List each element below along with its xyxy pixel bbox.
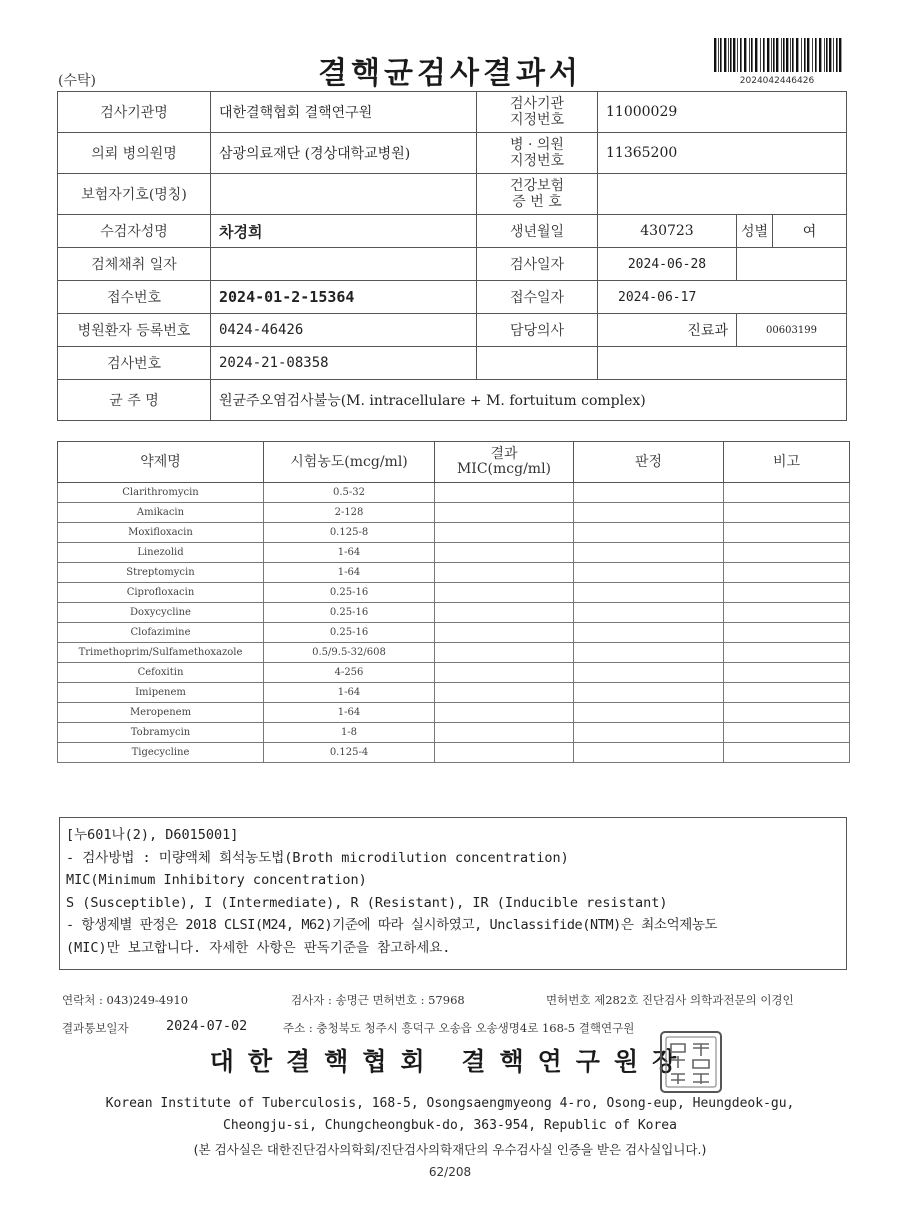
interpretation-cell — [574, 703, 724, 723]
consignment-label: (수탁) — [58, 73, 96, 89]
department-value: 00603199 — [737, 314, 847, 347]
test-range-cell: 0.5/9.5-32/608 — [264, 643, 435, 663]
interpretation-cell — [574, 563, 724, 583]
requesting-hospital-label: 의뢰 병의원명 — [58, 133, 211, 174]
test-range-cell: 0.125-4 — [264, 743, 435, 763]
remark-cell — [724, 543, 850, 563]
drug-name-cell: Amikacin — [58, 503, 264, 523]
interpretation-cell — [574, 663, 724, 683]
drug-row — [58, 483, 850, 503]
receipt-number-value: 2024-01-2-15364 — [211, 281, 477, 314]
strain-name-label: 균 주 명 — [58, 380, 211, 421]
sex-label: 성별 — [737, 215, 773, 248]
drug-row — [58, 603, 850, 623]
drug-name-cell: Trimethoprim/Sulfamethoxazole — [58, 643, 264, 663]
drug-name-cell: Clofazimine — [58, 623, 264, 643]
drug-name-cell: Linezolid — [58, 543, 264, 563]
notes-line: MIC(Minimum Inhibitory concentration) — [66, 872, 367, 888]
barcode-number: 2024042446426 — [739, 76, 815, 86]
notes-line: - 항생제별 판정은 2018 CLSI(M24, M62)기준에 따라 실시하였고, Unclassifide(NTM)은 최소억제농도 — [66, 917, 718, 933]
drug-row — [58, 643, 850, 663]
test-range-cell: 0.25-16 — [264, 623, 435, 643]
header-interpretation: 판정 — [574, 442, 724, 483]
receipt-date-label: 접수일자 — [477, 281, 598, 314]
birth-date-label: 생년월일 — [477, 215, 598, 248]
agency-id-value: 11000029 — [598, 92, 847, 133]
header-result-mic: 결과 MIC(mcg/ml) — [435, 442, 574, 483]
notes-line: - 검사방법 : 미량액체 희석농도법(Broth microdilution concentration) — [66, 849, 569, 866]
drug-row — [58, 583, 850, 603]
interpretation-cell — [574, 683, 724, 703]
drug-row — [58, 623, 850, 643]
drug-name-cell: Streptomycin — [58, 563, 264, 583]
barcode-image — [712, 38, 842, 78]
drug-row — [58, 703, 850, 723]
test-range-cell: 0.125-8 — [264, 523, 435, 543]
test-range-cell: 1-64 — [264, 563, 435, 583]
page-number: 62/208 — [428, 1165, 472, 1179]
test-range-cell: 0.5-32 — [264, 483, 435, 503]
patient-name-label: 수검자성명 — [58, 215, 211, 248]
mic-result-cell — [435, 563, 574, 583]
drug-name-cell: Tobramycin — [58, 723, 264, 743]
mic-result-cell — [435, 723, 574, 743]
mic-result-cell — [435, 703, 574, 723]
mic-result-cell — [435, 663, 574, 683]
remark-cell — [724, 683, 850, 703]
collection-date-label: 검체채취 일자 — [58, 248, 211, 281]
mic-result-cell — [435, 503, 574, 523]
insurer-label: 보험자기호(명칭) — [58, 174, 211, 215]
contact-info: 연락처 : 043)249-4910 — [62, 993, 189, 1007]
interpretation-cell — [574, 743, 724, 763]
mic-result-cell — [435, 603, 574, 623]
strain-name-value: 원균주오염검사불능(M. intracellulare + M. fortuitum complex) — [211, 380, 847, 421]
mic-result-cell — [435, 543, 574, 563]
method-notes-box — [59, 817, 847, 970]
notes-line: [누601나(2), D6015001] — [66, 827, 239, 843]
drug-name-cell: Tigecycline — [58, 743, 264, 763]
test-range-cell: 0.25-16 — [264, 603, 435, 623]
official-seal-image — [659, 1030, 723, 1094]
drug-row — [58, 683, 850, 703]
department-label: 진료과 — [687, 323, 728, 339]
drug-row — [58, 523, 850, 543]
drug-name-cell: Meropenem — [58, 703, 264, 723]
interpretation-cell — [574, 483, 724, 503]
interpretation-cell — [574, 643, 724, 663]
agency-value: 대한결핵협회 결핵연구원 — [211, 92, 477, 133]
blank-cell — [737, 248, 847, 281]
interpretation-cell — [574, 523, 724, 543]
interpretation-cell — [574, 583, 724, 603]
interpretation-cell — [574, 603, 724, 623]
hospital-id-label: 병 · 의원 지정번호 — [477, 133, 598, 174]
hospital-id-value: 11365200 — [598, 133, 847, 174]
remark-cell — [724, 523, 850, 543]
remark-cell — [724, 623, 850, 643]
test-range-cell: 1-64 — [264, 703, 435, 723]
drug-name-cell: Imipenem — [58, 683, 264, 703]
test-range-cell: 2-128 — [264, 503, 435, 523]
drug-name-cell: Doxycycline — [58, 603, 264, 623]
health-insurance-value — [598, 174, 847, 215]
notes-line: S (Susceptible), I (Intermediate), R (Resistant), IR (Inducible resistant) — [66, 894, 668, 911]
drug-row — [58, 723, 850, 743]
sex-value: 여 — [773, 215, 847, 248]
header-test-concentration: 시험농도(mcg/ml) — [264, 442, 435, 483]
interpretation-cell — [574, 723, 724, 743]
mic-result-cell — [435, 623, 574, 643]
drug-row — [58, 563, 850, 583]
address-english-line-1: Korean Institute of Tuberculosis, 168-5, Osongsaengmyeong 4-ro, Osong-eup, Heungdeok-gu, — [105, 1096, 795, 1111]
birth-date-value: 430723 — [598, 215, 737, 248]
document-title: 결핵균검사결과서 — [318, 56, 582, 91]
agency-label: 검사기관명 — [58, 92, 211, 133]
test-range-cell: 0.25-16 — [264, 583, 435, 603]
examiner-info: 검사자 : 송명근 면허번호 : 57968 — [291, 993, 465, 1007]
certification-note: (본 검사실은 대한진단검사의학회/진단검사의학재단의 우수검사실 인증을 받은 검사실입니다.) — [193, 1142, 707, 1157]
remark-cell — [724, 603, 850, 623]
header-remarks: 비고 — [724, 442, 850, 483]
license-info: 면허번호 제282호 진단검사 의학과전문의 이경인 — [546, 993, 794, 1007]
remark-cell — [724, 563, 850, 583]
remark-cell — [724, 743, 850, 763]
receipt-date-value: 2024-06-17 — [598, 281, 847, 314]
interpretation-cell — [574, 623, 724, 643]
test-range-cell: 1-8 — [264, 723, 435, 743]
mic-result-cell — [435, 743, 574, 763]
interpretation-cell — [574, 543, 724, 563]
test-date-label: 검사일자 — [477, 248, 598, 281]
test-range-cell: 4-256 — [264, 663, 435, 683]
blank-cell — [477, 347, 598, 380]
remark-cell — [724, 483, 850, 503]
remark-cell — [724, 723, 850, 743]
insurer-value — [211, 174, 477, 215]
mic-result-cell — [435, 583, 574, 603]
registration-number-label: 병원환자 등록번호 — [58, 314, 211, 347]
drug-name-cell: Cefoxitin — [58, 663, 264, 683]
requesting-hospital-value: 삼광의료재단 (경상대학교병원) — [211, 133, 477, 174]
doctor-value — [598, 314, 737, 347]
mic-result-cell — [435, 643, 574, 663]
drug-susceptibility-table — [57, 441, 850, 763]
test-range-cell: 1-64 — [264, 543, 435, 563]
mic-result-cell — [435, 683, 574, 703]
address-english-line-2: Cheongju-si, Chungcheongbuk-do, 363-954, Republic of Korea — [223, 1118, 677, 1133]
registration-number-value: 0424-46426 — [211, 314, 477, 347]
test-range-cell: 1-64 — [264, 683, 435, 703]
drug-row — [58, 743, 850, 763]
remark-cell — [724, 503, 850, 523]
mic-result-cell — [435, 523, 574, 543]
receipt-number-label: 접수번호 — [58, 281, 211, 314]
mic-result-cell — [435, 483, 574, 503]
test-number-value: 2024-21-08358 — [211, 347, 477, 380]
doctor-label: 담당의사 — [477, 314, 598, 347]
remark-cell — [724, 703, 850, 723]
remark-cell — [724, 643, 850, 663]
report-date-label: 결과통보일자 — [62, 1021, 129, 1035]
test-date-value: 2024-06-28 — [598, 248, 737, 281]
header-drug-name: 약제명 — [58, 442, 264, 483]
drug-name-cell: Ciprofloxacin — [58, 583, 264, 603]
drug-name-cell: Clarithromycin — [58, 483, 264, 503]
drug-row — [58, 503, 850, 523]
test-number-label: 검사번호 — [58, 347, 211, 380]
drug-name-cell: Moxifloxacin — [58, 523, 264, 543]
notes-line: (MIC)만 보고합니다. 자세한 사항은 판독기준을 참고하세요. — [66, 939, 451, 956]
interpretation-cell — [574, 503, 724, 523]
drug-row — [58, 663, 850, 683]
patient-name-value: 차경희 — [211, 215, 477, 248]
address-korean: 주소 : 충청북도 청주시 흥덕구 오송읍 오송생명4로 168-5 결핵연구원 — [283, 1021, 635, 1035]
drug-row — [58, 543, 850, 563]
drug-table-body — [58, 483, 850, 763]
agency-id-label: 검사기관 지정번호 — [477, 92, 598, 133]
remark-cell — [724, 583, 850, 603]
report-date-value: 2024-07-02 — [166, 1018, 248, 1034]
patient-info-table — [57, 91, 847, 421]
collection-date-value — [211, 248, 477, 281]
institute-name: 대한결핵협회 결핵연구원장 — [209, 1047, 691, 1076]
remark-cell — [724, 663, 850, 683]
health-insurance-label: 건강보험 증 번 호 — [477, 174, 598, 215]
blank-cell — [598, 347, 847, 380]
